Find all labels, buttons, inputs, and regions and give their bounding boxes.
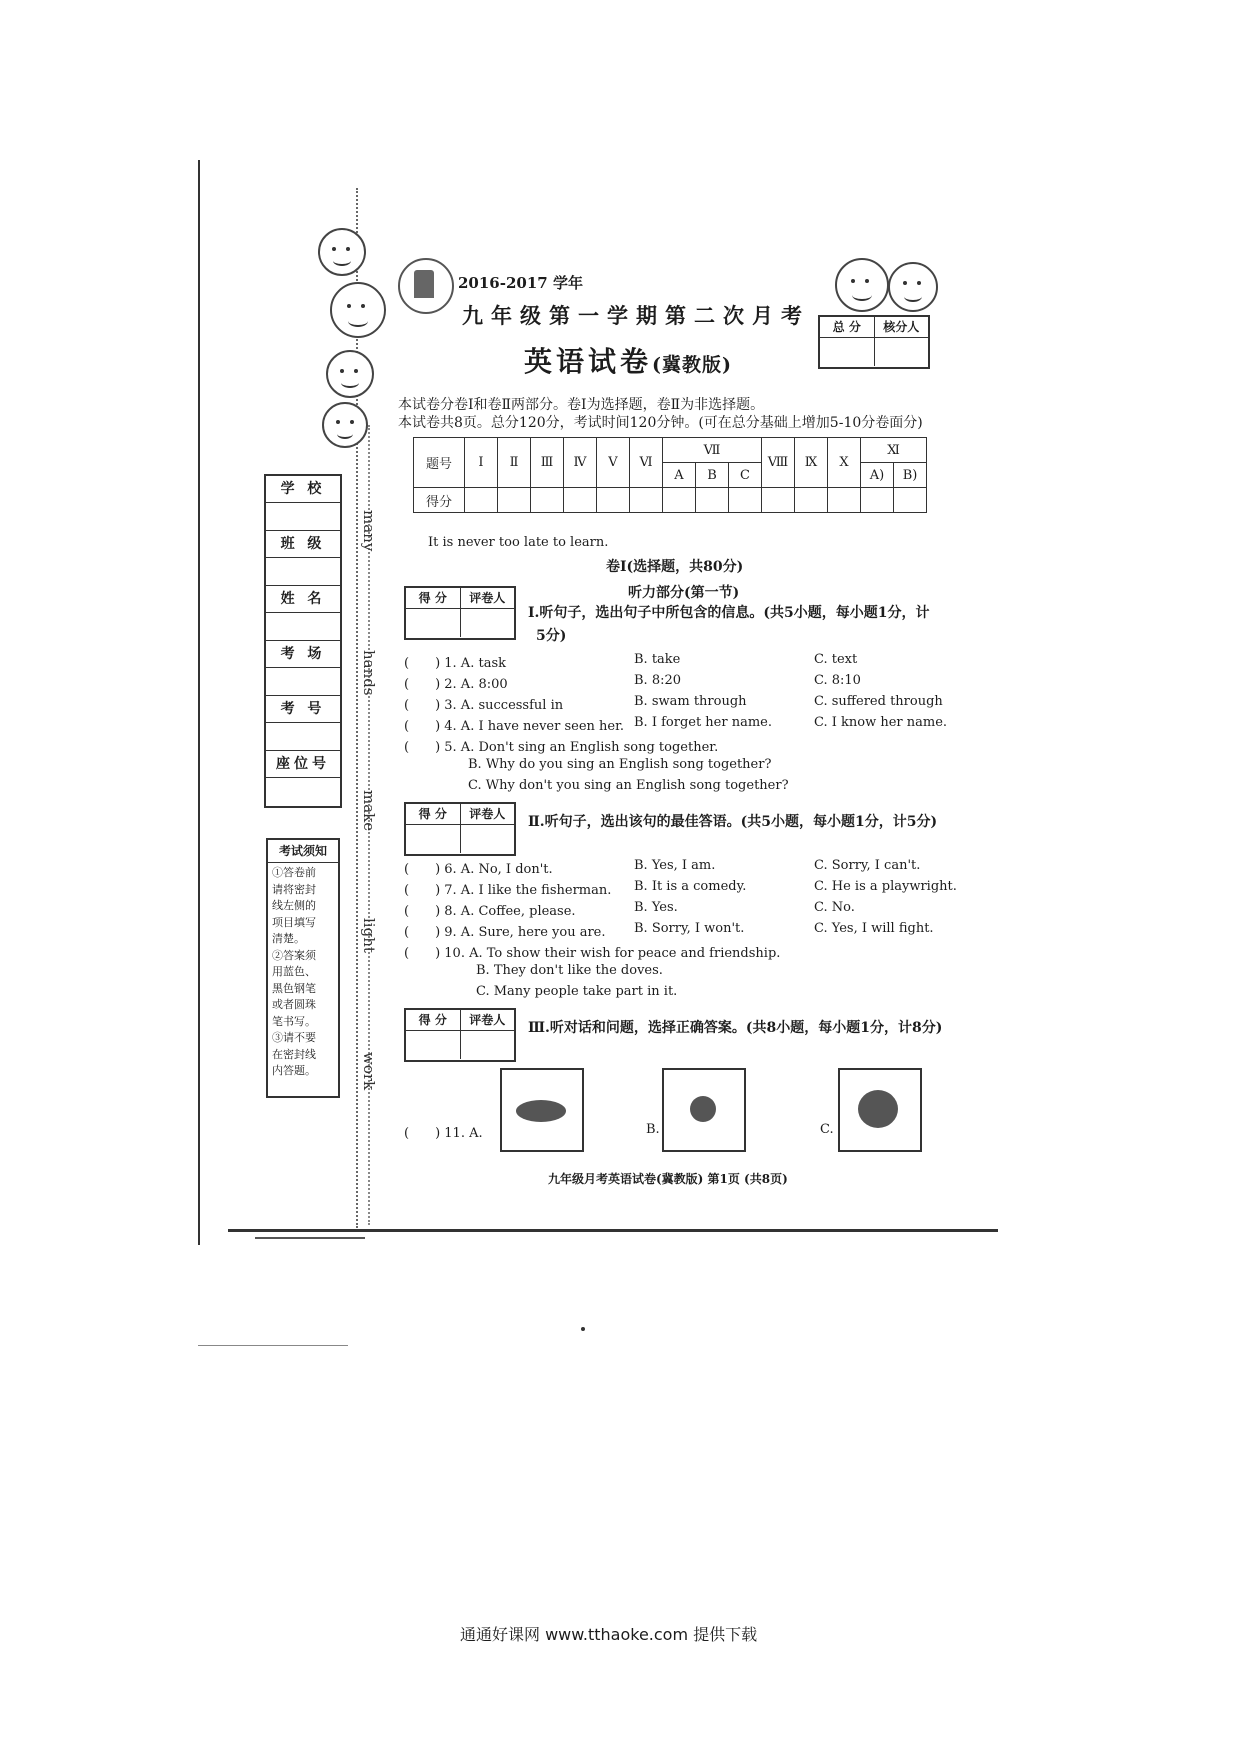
notice-line: 黑色钢笔	[272, 981, 316, 995]
intro-line-2: 本试卷共8页。总分120分，考试时间120分钟。(可在总分基础上增加5-10分卷面分)	[398, 415, 923, 431]
grader-box	[404, 1008, 516, 1062]
total-score-cell[interactable]	[820, 338, 874, 366]
notice-line: ③请不要	[272, 1031, 316, 1044]
grader-name-label: 评卷人	[460, 1010, 515, 1030]
section-1-title: Ⅰ.听句子，选出句子中所包含的信息。(共5小题，每小题1分，计	[528, 605, 930, 621]
title-edition: (冀教版)	[652, 354, 732, 376]
part-title: 听力部分(第一节)	[628, 585, 740, 601]
score-sub-header: A	[663, 463, 696, 488]
score-cell[interactable]	[531, 488, 564, 513]
grader-score-label: 得 分	[418, 807, 447, 821]
checker-cell[interactable]	[874, 338, 929, 366]
question-1-c[interactable]: C. text	[814, 652, 858, 667]
question-1-b[interactable]: B. take	[634, 652, 681, 667]
question-3-b[interactable]: B. swam through	[634, 694, 747, 709]
bottom-border-line-2	[255, 1237, 365, 1239]
score-table-header: 题号	[414, 438, 465, 488]
info-field-name[interactable]	[266, 586, 340, 641]
notice-line: 项目填写	[272, 915, 316, 929]
score-col-header: Ⅳ	[564, 438, 597, 488]
info-label: 姓 名	[266, 586, 340, 613]
question-3-a: ( ) 3. A. successful in	[404, 698, 564, 713]
question-10-a: ( ) 10. A. To show their wish for peace and friendship.	[404, 946, 781, 961]
info-field-exam-number[interactable]	[266, 696, 340, 751]
grader-name-cell[interactable]	[460, 1031, 515, 1059]
cartoon-kid-icon	[318, 228, 366, 276]
notice-line: 内答题。	[272, 1064, 316, 1077]
question-4-b[interactable]: B. I forget her name.	[634, 715, 772, 730]
cartoon-kid-icon	[322, 402, 368, 448]
notice-line: 笔书写。	[272, 1014, 316, 1028]
notice-line: ②答案须	[272, 948, 316, 962]
student-info-panel	[264, 474, 342, 808]
side-word: hands	[360, 650, 378, 696]
score-col-header: Ⅱ	[498, 438, 531, 488]
info-field-room[interactable]	[266, 641, 340, 696]
school-year: 2016-2017 学年	[458, 274, 583, 292]
score-table	[413, 437, 927, 513]
question-6-a: ( ) 6. A. No, I don't.	[404, 862, 553, 877]
score-cell[interactable]	[696, 488, 729, 513]
info-field-class[interactable]	[266, 531, 340, 586]
score-cell[interactable]	[828, 488, 861, 513]
question-9-c[interactable]: C. Yes, I will fight.	[814, 921, 934, 936]
question-5-a: ( ) 5. A. Don't sing an English song together.	[404, 740, 719, 755]
notice-line: 清楚。	[272, 932, 305, 945]
question-2-b[interactable]: B. 8:20	[634, 673, 682, 688]
exam-subtitle: 九年级第一学期第二次月考	[462, 303, 810, 328]
option-c-label: C.	[820, 1122, 834, 1137]
grader-score-cell[interactable]	[406, 825, 460, 853]
total-score-label: 总 分	[832, 320, 861, 334]
score-col-header: Ⅷ	[762, 438, 795, 488]
notice-line: ①答卷前	[272, 866, 316, 879]
question-7-b[interactable]: B. It is a comedy.	[634, 879, 747, 894]
question-11-a: ( ) 11. A.	[404, 1126, 483, 1141]
question-4-c[interactable]: C. I know her name.	[814, 715, 948, 730]
grader-name-label: 评卷人	[460, 588, 515, 608]
grader-score-cell[interactable]	[406, 609, 460, 637]
grader-score-cell[interactable]	[406, 1031, 460, 1059]
question-9-a: ( ) 9. A. Sure, here you are.	[404, 925, 606, 940]
music-picture-icon[interactable]	[662, 1068, 746, 1152]
notice-line: 用蓝色、	[272, 965, 316, 978]
info-label: 座位号	[266, 751, 340, 778]
school-logo-icon	[398, 258, 454, 314]
score-col-header: Ⅰ	[465, 438, 498, 488]
question-2-a: ( ) 2. A. 8:00	[404, 677, 508, 692]
intro-line-1: 本试卷分卷Ⅰ和卷Ⅱ两部分。卷Ⅰ为选择题，卷Ⅱ为非选择题。	[398, 397, 765, 413]
cartoon-kid-icon	[330, 282, 386, 338]
score-cell[interactable]	[564, 488, 597, 513]
page-footer: 九年级月考英语试卷(冀教版) 第1页 (共8页)	[548, 1172, 788, 1186]
animal-picture-icon[interactable]	[838, 1068, 922, 1152]
question-5-b[interactable]: B. Why do you sing an English song together?	[468, 757, 772, 772]
question-8-a: ( ) 8. A. Coffee, please.	[404, 904, 576, 919]
notice-body	[268, 863, 338, 1082]
question-7-c[interactable]: C. He is a playwright.	[814, 879, 957, 894]
volume-title: 卷Ⅰ(选择题，共80分)	[606, 559, 744, 575]
question-10-b[interactable]: B. They don't like the doves.	[476, 963, 663, 978]
score-cell[interactable]	[597, 488, 630, 513]
section-3-title: Ⅲ.听对话和问题，选择正确答案。(共8小题，每小题1分，计8分)	[528, 1020, 943, 1036]
option-b-label: B.	[646, 1122, 660, 1137]
score-col-header: Ⅲ	[531, 438, 564, 488]
title-text: 英语试卷	[524, 345, 653, 378]
score-col-header: Ⅴ	[597, 438, 630, 488]
stray-line	[198, 1345, 348, 1346]
section-1-title-cont: 5分)	[536, 628, 567, 644]
notice-title: 考试须知	[268, 840, 338, 863]
info-field-school[interactable]	[266, 476, 340, 531]
score-sub-header: A)	[861, 463, 894, 488]
notice-line: 线左侧的	[272, 899, 316, 912]
question-3-c[interactable]: C. suffered through	[814, 694, 943, 709]
checker-label: 核分人	[874, 317, 929, 337]
question-1-a: ( ) 1. A. task	[404, 656, 506, 671]
exam-notice	[266, 838, 340, 1098]
score-row-label: 得分	[414, 488, 465, 513]
cartoon-kid-icon	[326, 350, 374, 398]
question-10-c[interactable]: C. Many people take part in it.	[476, 984, 678, 999]
score-cell[interactable]	[861, 488, 894, 513]
score-sub-header: B)	[894, 463, 927, 488]
page-title	[524, 340, 732, 380]
score-sub-header: C	[729, 463, 762, 488]
score-cell[interactable]	[729, 488, 762, 513]
info-label: 学 校	[266, 476, 340, 503]
score-col-header: Ⅶ	[663, 438, 762, 463]
score-sub-header: B	[696, 463, 729, 488]
score-cell[interactable]	[465, 488, 498, 513]
score-cell[interactable]	[894, 488, 927, 513]
question-4-a: ( ) 4. A. I have never seen her.	[404, 719, 625, 734]
side-word: light	[360, 918, 378, 953]
score-col-header: Ⅺ	[861, 438, 927, 463]
question-8-c[interactable]: C. No.	[814, 900, 855, 915]
notice-line: 在密封线	[272, 1047, 316, 1061]
side-word: many	[360, 510, 378, 552]
motto: It is never too late to learn.	[428, 535, 609, 550]
score-cell[interactable]	[663, 488, 696, 513]
info-field-seat[interactable]	[266, 751, 340, 806]
left-border-line	[198, 160, 200, 1245]
side-word: make	[360, 790, 378, 832]
question-2-c[interactable]: C. 8:10	[814, 673, 861, 688]
notice-line: 请将密封	[272, 882, 316, 896]
grader-name-cell[interactable]	[460, 825, 515, 853]
question-6-b[interactable]: B. Yes, I am.	[634, 858, 716, 873]
info-label: 考 场	[266, 641, 340, 668]
section-2-title: Ⅱ.听句子，选出该句的最佳答语。(共5小题，每小题1分，计5分)	[528, 814, 938, 830]
question-5-c[interactable]: C. Why don't you sing an English song together?	[468, 778, 789, 793]
question-7-a: ( ) 7. A. I like the fisherman.	[404, 883, 612, 898]
cartoon-kid-icon	[888, 262, 938, 312]
grader-score-label: 得 分	[418, 591, 447, 605]
score-col-header: Ⅹ	[828, 438, 861, 488]
total-score-box	[818, 315, 930, 369]
score-col-header: Ⅸ	[795, 438, 828, 488]
cartoon-kid-icon	[835, 258, 889, 312]
site-credit: 通通好课网 www.tthaoke.com 提供下载	[460, 1625, 758, 1644]
side-word: work	[360, 1052, 378, 1091]
grader-box	[404, 802, 516, 856]
score-col-header: Ⅵ	[630, 438, 663, 488]
grader-name-cell[interactable]	[460, 609, 515, 637]
notice-line: 或者圆珠	[272, 998, 316, 1011]
score-cell[interactable]	[762, 488, 795, 513]
seal-line	[356, 188, 358, 1228]
info-label: 班 级	[266, 531, 340, 558]
bottom-border-line	[228, 1229, 998, 1232]
grader-name-label: 评卷人	[460, 804, 515, 824]
dot-mark	[581, 1327, 585, 1331]
question-8-b[interactable]: B. Yes.	[634, 900, 678, 915]
score-cell[interactable]	[498, 488, 531, 513]
question-9-b[interactable]: B. Sorry, I won't.	[634, 921, 745, 936]
grader-score-label: 得 分	[418, 1013, 447, 1027]
info-label: 考 号	[266, 696, 340, 723]
score-cell[interactable]	[630, 488, 663, 513]
score-cell[interactable]	[795, 488, 828, 513]
question-6-c[interactable]: C. Sorry, I can't.	[814, 858, 921, 873]
grader-box	[404, 586, 516, 640]
food-picture-icon[interactable]	[500, 1068, 584, 1152]
